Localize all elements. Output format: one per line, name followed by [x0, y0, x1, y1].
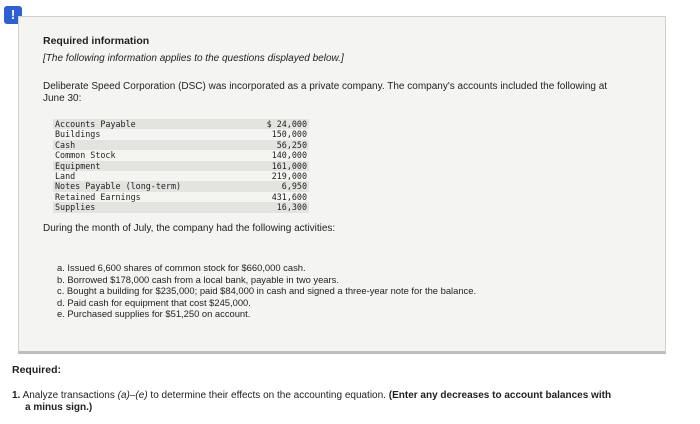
account-name: Retained Earnings — [55, 191, 141, 202]
table-row — [53, 150, 309, 160]
activities-list — [57, 262, 476, 320]
account-name: Notes Payable (long-term) — [55, 181, 182, 192]
question-1 — [12, 390, 672, 414]
panel-note: [The following information applies to the questions displayed below.] — [43, 53, 344, 64]
question-text-2: to determine their effects on the accounting equation. — [147, 390, 389, 401]
account-name: Common Stock — [55, 150, 116, 161]
table-row — [53, 181, 309, 191]
question-text-1: Analyze transactions — [22, 390, 118, 401]
panel-title: Required information — [43, 35, 150, 47]
during-text: During the month of July, the company had the following activities: — [43, 223, 336, 234]
account-name: Land — [55, 170, 76, 181]
account-name: Supplies — [55, 202, 96, 213]
required-information-panel — [18, 16, 666, 354]
table-row — [53, 161, 309, 171]
table-row — [53, 192, 309, 202]
account-name: Equipment — [55, 160, 101, 171]
question-emphasis-2: a minus sign.) — [25, 402, 93, 413]
table-row — [53, 202, 309, 212]
question-number: 1. — [12, 390, 21, 401]
account-value: 431,600 — [271, 191, 307, 202]
account-value: 6,950 — [281, 181, 307, 192]
table-row — [53, 171, 309, 181]
account-name: Buildings — [55, 129, 101, 140]
account-value: 140,000 — [271, 150, 307, 161]
account-value: $ 24,000 — [266, 119, 307, 129]
account-name: Accounts Payable — [55, 119, 136, 129]
table-row — [53, 129, 309, 139]
account-value: 150,000 — [271, 129, 307, 140]
account-value: 161,000 — [271, 160, 307, 171]
account-value: 16,300 — [276, 202, 307, 213]
account-name: Cash — [55, 139, 76, 150]
question-range: (a)–(e) — [117, 390, 148, 401]
accounts-table — [53, 119, 309, 213]
table-row — [53, 140, 309, 150]
question-emphasis-1: (Enter any decreases to account balances with — [388, 390, 612, 401]
list-item: a. Issued 6,600 shares of common stock for $660,000 cash. — [57, 262, 306, 273]
account-value: 56,250 — [276, 139, 307, 150]
list-item: c. Bought a building for $235,000; paid $84,000 in cash and signed a three-year note for the balance. — [57, 285, 477, 297]
alert-icon: ! — [4, 6, 22, 24]
list-item: e. Purchased supplies for $51,250 on account. — [57, 308, 251, 320]
list-item: d. Paid cash for equipment that cost $245,000. — [57, 296, 251, 308]
required-heading: Required: — [12, 364, 62, 376]
table-row — [53, 119, 309, 129]
account-value: 219,000 — [271, 170, 307, 181]
list-item: b. Borrowed $178,000 cash from a local bank, payable in two years. — [57, 273, 339, 285]
intro-text: Deliberate Speed Corporation (DSC) was incorporated as a private company. The company's accounts included the following at June 30: — [43, 81, 608, 104]
